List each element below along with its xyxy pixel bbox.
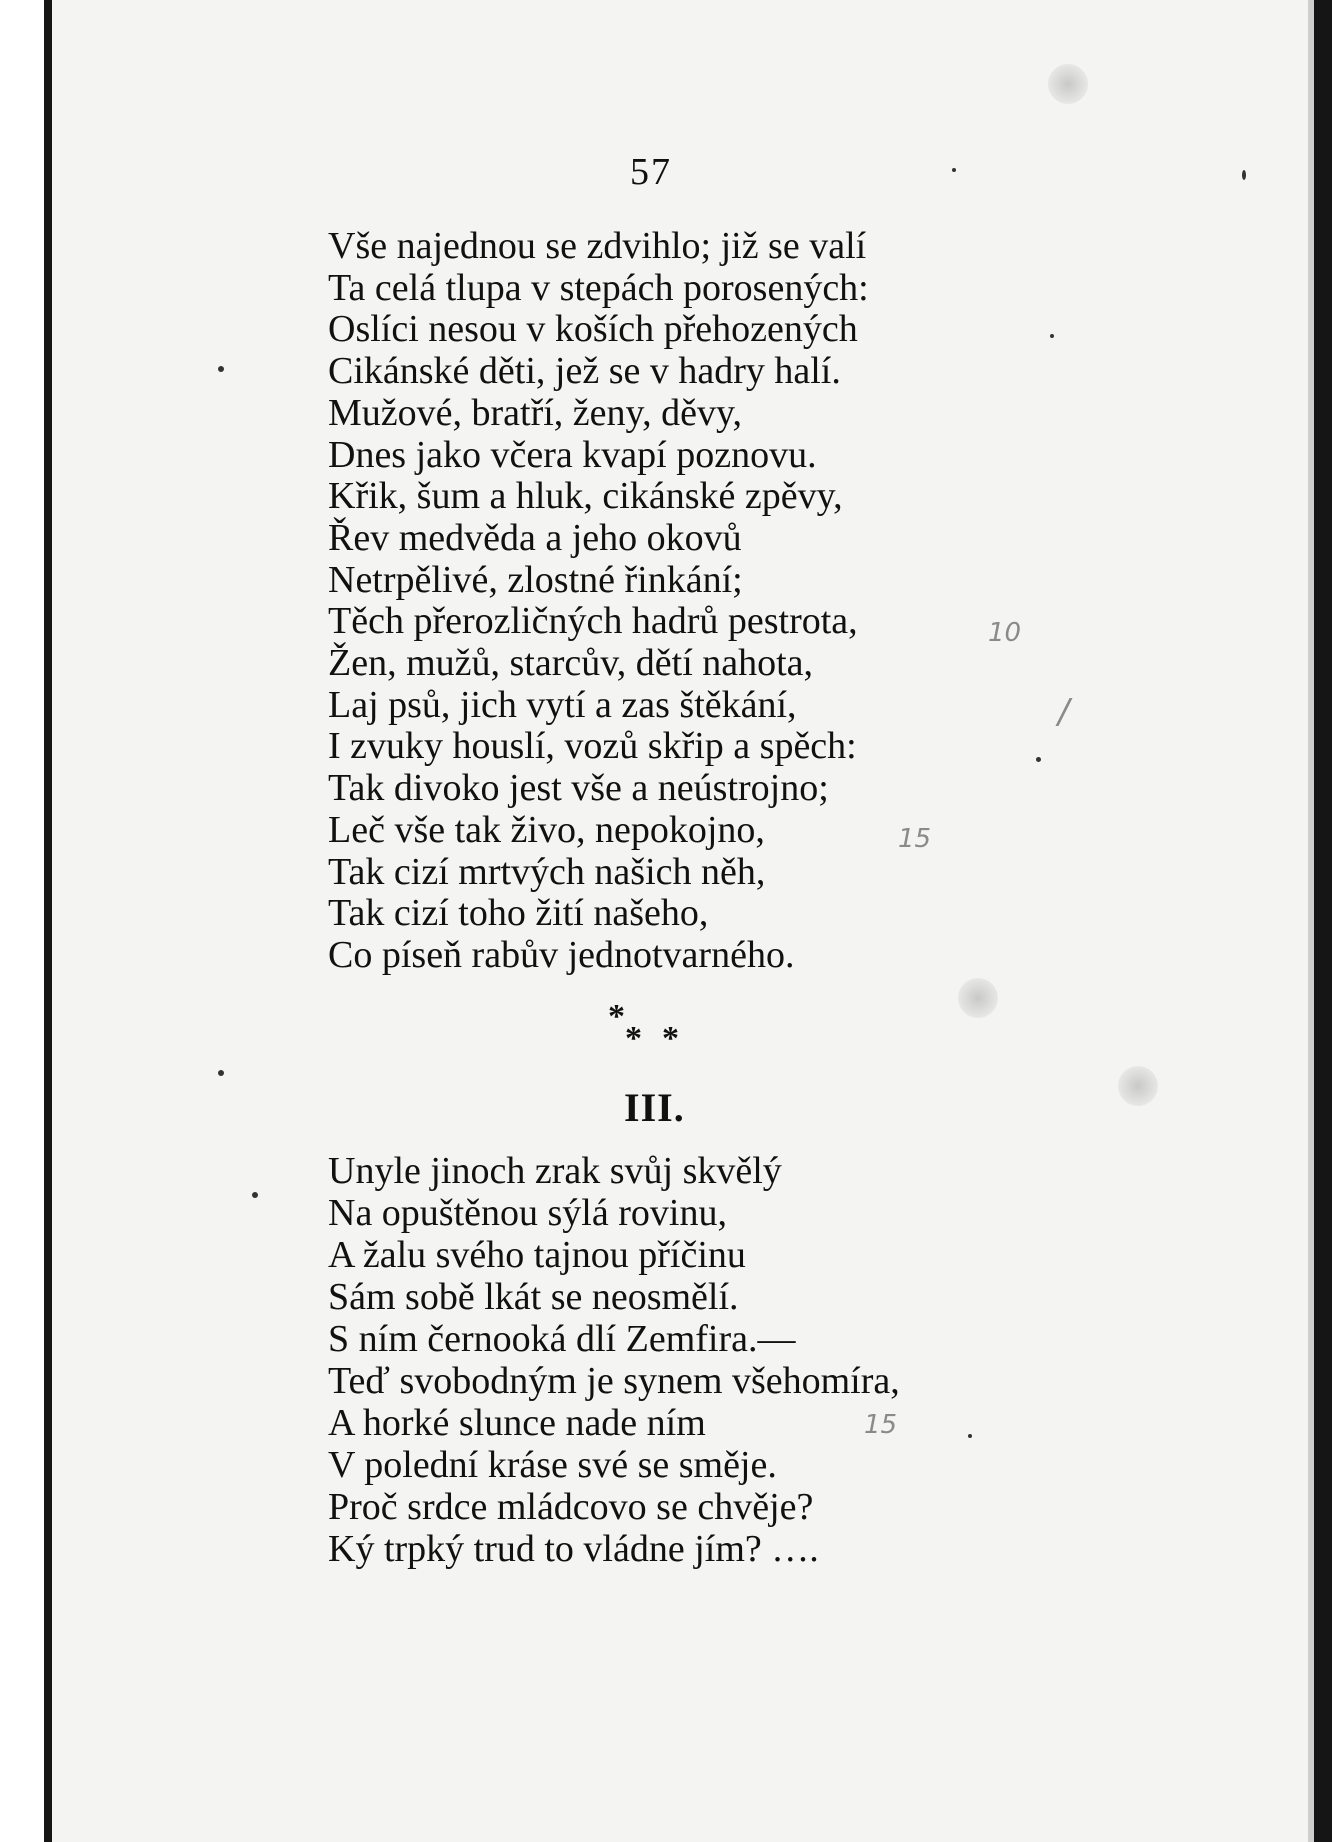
asterism-separator — [600, 998, 710, 1058]
scan-speck — [218, 366, 224, 372]
verse-line: Unyle jinoch zrak svůj skvělý — [328, 1150, 782, 1192]
section-heading: III. — [624, 1085, 685, 1130]
stanza-1 — [328, 226, 869, 977]
verse-line: Cikánské děti, jež se v hadry halí. — [328, 350, 841, 393]
verse-line: V polední kráse své se směje. — [328, 1444, 777, 1486]
scan-speck — [1036, 757, 1041, 762]
scan-smudge — [1118, 1066, 1158, 1106]
verse-line: Dnes jako včera kvapí poznovu. — [328, 433, 817, 476]
verse-line: Ký trpký trud to vládne jím? …. — [328, 1528, 819, 1570]
verse-line: Sám sobě lkát se neosmělí. — [328, 1276, 739, 1318]
margin-annotation-15: 15 — [898, 824, 932, 854]
verse-line: A horké slunce nade ním — [328, 1402, 706, 1444]
verse-line: Ta celá tlupa v stepách porosených: — [328, 266, 869, 309]
verse-line: Teď svobodným je synem všehomíra, — [328, 1360, 900, 1402]
scan-speck — [218, 1070, 224, 1076]
scan-speck — [952, 168, 956, 172]
verse-line: S ním černooká dlí Zemfira.— — [328, 1318, 796, 1360]
verse-line: Netrpělivé, zlostné řinkání; — [328, 558, 743, 601]
verse-line: Tak divoko jest vše a neústrojno; — [328, 767, 829, 810]
verse-line: Laj psů, jich vytí a zas štěkání, — [328, 683, 797, 726]
margin-annotation-10: 10 — [988, 618, 1022, 648]
verse-line: Leč vše tak živo, nepokojno, — [328, 808, 765, 851]
scan-speck — [968, 1434, 972, 1438]
stanza-2 — [328, 1150, 900, 1570]
verse-line: Oslíci nesou v koších přehozených — [328, 308, 858, 351]
verse-line: Žen, mužů, starcův, dětí nahota, — [328, 642, 814, 685]
asterisk: * — [625, 1020, 642, 1057]
scan-speck — [252, 1192, 258, 1198]
verse-line: Řev medvěda a jeho okovů — [328, 516, 742, 559]
verse-line: Tak cizí toho žití našeho, — [328, 892, 709, 935]
verse-line: Na opuštěnou sýlá rovinu, — [328, 1192, 727, 1234]
margin-annotation-15: 15 — [864, 1410, 898, 1440]
margin-annotation-slash: / — [1058, 692, 1070, 732]
verse-line: Mužové, bratří, ženy, děvy, — [328, 391, 742, 434]
scan-speck — [1050, 334, 1054, 338]
page-number: 57 — [630, 151, 672, 193]
verse-line: Tak cizí mrtvých našich něh, — [328, 850, 766, 893]
scan-smudge — [958, 978, 998, 1018]
verse-line: Křik, šum a hluk, cikánské zpěvy, — [328, 475, 843, 518]
asterisk: * — [662, 1020, 679, 1057]
scan-right-border — [1314, 0, 1332, 1842]
verse-line: Proč srdce mládcovo se chvěje? — [328, 1486, 814, 1528]
scan-speck — [1242, 170, 1246, 180]
verse-line: A žalu svého tajnou příčinu — [328, 1234, 746, 1276]
verse-line: Co píseň rabův jednotvarného. — [328, 933, 795, 976]
book-gutter — [44, 0, 52, 1842]
verse-line: I zvuky houslí, vozů skřip a spěch: — [328, 725, 857, 768]
verse-line: Vše najednou se zdvihlo; již se valí — [328, 225, 867, 267]
scan-smudge — [1048, 64, 1088, 104]
asterisk: * — [608, 998, 625, 1035]
verse-line: Těch přerozličných hadrů pestrota, — [328, 600, 858, 643]
